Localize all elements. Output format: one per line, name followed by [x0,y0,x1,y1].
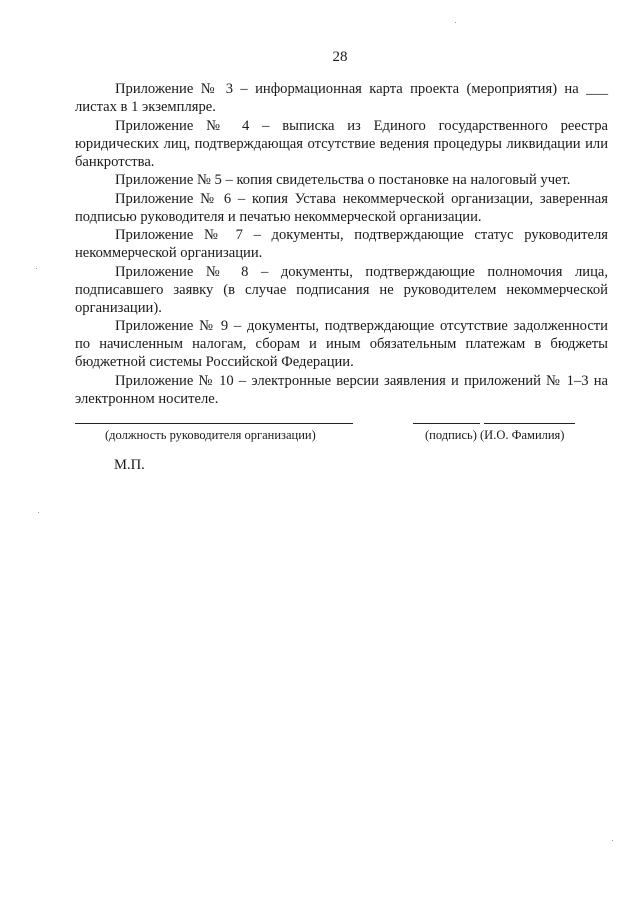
signature-caption: (подпись) (И.О. Фамилия) [425,428,565,442]
signature-line [413,423,480,424]
appendix-5-paragraph: Приложение № 5 – копия свидетельства о постановке на налоговый учет. [115,172,571,188]
position-line [75,423,353,424]
signature-block [75,423,608,463]
appendix-10-paragraph: Приложение № 10 – электронные версии заявления и приложений № 1–3 на электронном носителе. [75,372,608,407]
appendix-7-paragraph: Приложение № 7 – документы, подтверждающие статус руководителя некоммерческой организации. [75,227,608,261]
name-line [484,423,575,424]
scan-speck [36,268,37,269]
appendix-8-paragraph: Приложение № 8 – документы, подтверждающие полномочия лица, подписавшего заявку (в случае подписания не руководителем некоммерческой организации). [75,263,608,316]
scan-speck [38,512,39,513]
seal-label: М.П. [114,457,145,473]
appendix-6-paragraph: Приложение № 6 – копия Устава некоммерческой организации, заверенная подписью руководителя и печатью некоммерческой организации. [75,190,608,225]
document-body [75,80,608,408]
appendix-9-paragraph: Приложение № 9 – документы, подтверждающие отсутствие задолженности по начисленным налогам, сборам и иным обязательным платежам в бюджеты бюджетной системы Российской Федерации. [75,318,608,370]
scan-speck [455,22,456,23]
scan-speck [612,840,613,841]
page-number: 28 [332,49,348,65]
appendix-3-paragraph: Приложение № 3 – информационная карта проекта (мероприятия) на ___ листах в 1 экземпляре. [75,81,608,115]
position-caption: (должность руководителя организации) [105,428,316,442]
appendix-4-paragraph: Приложение № 4 – выписка из Единого государственного реестра юридических лиц, подтверждающая отсутствие ведения процедуры ликвидации или банкротства. [75,117,608,170]
